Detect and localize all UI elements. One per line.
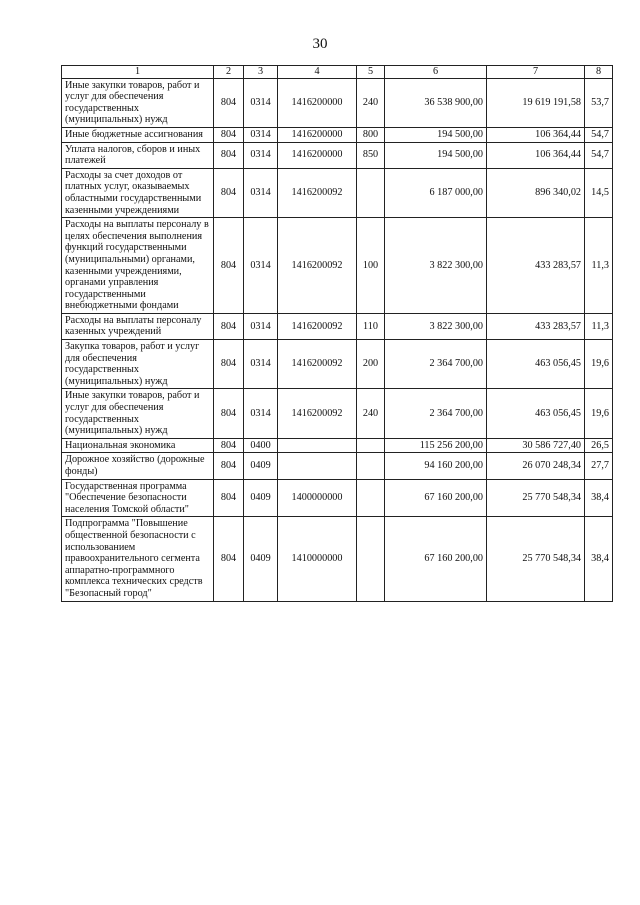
table-row [62,313,613,339]
cell-section-code: 0314 [244,389,278,438]
row-name: Дорожное хозяйство (дорожные фонды) [62,453,214,479]
table-row [62,78,613,127]
cell-plan: 94 160 200,00 [385,453,487,479]
cell-percent: 54,7 [585,127,613,142]
cell-plan: 6 187 000,00 [385,168,487,217]
cell-expense-type: 240 [357,78,385,127]
cell-expense-type: 100 [357,218,385,314]
column-header: 6 [385,66,487,79]
column-header: 7 [487,66,585,79]
cell-actual: 463 056,45 [487,389,585,438]
cell-target-code: 1416200000 [278,142,357,168]
row-name: Иные закупки товаров, работ и услуг для обеспечения государственных (муниципальных) нужд [62,78,214,127]
budget-table [61,65,613,602]
cell-plan: 2 364 700,00 [385,389,487,438]
cell-expense-type [357,479,385,517]
cell-expense-type: 110 [357,313,385,339]
cell-section-code: 0409 [244,453,278,479]
cell-admin-code: 804 [214,389,244,438]
cell-admin-code: 804 [214,313,244,339]
column-header: 4 [278,66,357,79]
cell-plan: 3 822 300,00 [385,218,487,314]
table-row [62,340,613,389]
page-number: 30 [312,36,328,52]
cell-percent: 38,4 [585,517,613,601]
cell-admin-code: 804 [214,127,244,142]
cell-actual: 106 364,44 [487,127,585,142]
column-header: 5 [357,66,385,79]
cell-actual: 25 770 548,34 [487,479,585,517]
cell-actual: 433 283,57 [487,218,585,314]
cell-expense-type [357,453,385,479]
cell-plan: 2 364 700,00 [385,340,487,389]
cell-admin-code: 804 [214,168,244,217]
row-name: Иные закупки товаров, работ и услуг для обеспечения государственных (муниципальных) нужд [62,389,214,438]
cell-target-code: 1416200092 [278,389,357,438]
table-row [62,127,613,142]
cell-target-code: 1410000000 [278,517,357,601]
cell-expense-type [357,168,385,217]
cell-admin-code: 804 [214,517,244,601]
table-row [62,218,613,314]
cell-plan: 115 256 200,00 [385,438,487,453]
table-row [62,168,613,217]
cell-actual: 19 619 191,58 [487,78,585,127]
cell-target-code: 1400000000 [278,479,357,517]
cell-admin-code: 804 [214,218,244,314]
cell-expense-type [357,517,385,601]
row-name: Подпрограмма "Повышение общественной безопасности с использованием правоохранительного сегмента аппаратно-программного комплекса технических средств "Безопасный город" [62,517,214,601]
cell-expense-type: 200 [357,340,385,389]
cell-percent: 19,6 [585,389,613,438]
cell-section-code: 0314 [244,78,278,127]
row-name: Государственная программа "Обеспечение безопасности населения Томской области" [62,479,214,517]
cell-section-code: 0409 [244,517,278,601]
cell-plan: 67 160 200,00 [385,517,487,601]
cell-percent: 53,7 [585,78,613,127]
cell-percent: 19,6 [585,340,613,389]
cell-admin-code: 804 [214,142,244,168]
cell-section-code: 0314 [244,168,278,217]
cell-section-code: 0314 [244,142,278,168]
column-header: 2 [214,66,244,79]
cell-percent: 11,3 [585,313,613,339]
row-name: Расходы на выплаты персоналу казенных учреждений [62,313,214,339]
cell-target-code [278,453,357,479]
cell-section-code: 0400 [244,438,278,453]
cell-section-code: 0314 [244,340,278,389]
cell-plan: 194 500,00 [385,142,487,168]
row-name: Закупка товаров, работ и услуг для обеспечения государственных (муниципальных) нужд [62,340,214,389]
cell-plan: 36 538 900,00 [385,78,487,127]
cell-actual: 106 364,44 [487,142,585,168]
row-name: Расходы на выплаты персоналу в целях обеспечения выполнения функций государственными (муниципальными) органами, казенными учреждениями, органами управления государственными внебюджетными фондами [62,218,214,314]
row-name: Уплата налогов, сборов и иных платежей [62,142,214,168]
cell-percent: 26,5 [585,438,613,453]
cell-admin-code: 804 [214,453,244,479]
cell-admin-code: 804 [214,78,244,127]
cell-expense-type: 240 [357,389,385,438]
cell-expense-type [357,438,385,453]
table-row [62,389,613,438]
cell-percent: 11,3 [585,218,613,314]
cell-percent: 27,7 [585,453,613,479]
row-name: Национальная экономика [62,438,214,453]
cell-section-code: 0314 [244,313,278,339]
table-row [62,142,613,168]
cell-target-code: 1416200092 [278,168,357,217]
cell-expense-type: 800 [357,127,385,142]
cell-section-code: 0409 [244,479,278,517]
cell-actual: 463 056,45 [487,340,585,389]
row-name: Расходы за счет доходов от платных услуг, оказываемых областными государственными казенными учреждениями [62,168,214,217]
cell-target-code: 1416200092 [278,218,357,314]
table-row [62,438,613,453]
cell-section-code: 0314 [244,127,278,142]
cell-target-code: 1416200092 [278,340,357,389]
cell-expense-type: 850 [357,142,385,168]
table-row [62,517,613,601]
row-name: Иные бюджетные ассигнования [62,127,214,142]
column-header: 1 [62,66,214,79]
column-header: 8 [585,66,613,79]
cell-admin-code: 804 [214,479,244,517]
cell-percent: 14,5 [585,168,613,217]
cell-target-code: 1416200000 [278,78,357,127]
cell-target-code: 1416200092 [278,313,357,339]
cell-actual: 30 586 727,40 [487,438,585,453]
table-row [62,479,613,517]
table-row [62,453,613,479]
column-header: 3 [244,66,278,79]
cell-admin-code: 804 [214,340,244,389]
cell-actual: 896 340,02 [487,168,585,217]
cell-target-code [278,438,357,453]
cell-target-code: 1416200000 [278,127,357,142]
cell-percent: 54,7 [585,142,613,168]
cell-admin-code: 804 [214,438,244,453]
cell-actual: 25 770 548,34 [487,517,585,601]
cell-percent: 38,4 [585,479,613,517]
cell-actual: 26 070 248,34 [487,453,585,479]
cell-actual: 433 283,57 [487,313,585,339]
cell-plan: 67 160 200,00 [385,479,487,517]
cell-plan: 194 500,00 [385,127,487,142]
cell-section-code: 0314 [244,218,278,314]
table-header-row [62,66,613,79]
cell-plan: 3 822 300,00 [385,313,487,339]
